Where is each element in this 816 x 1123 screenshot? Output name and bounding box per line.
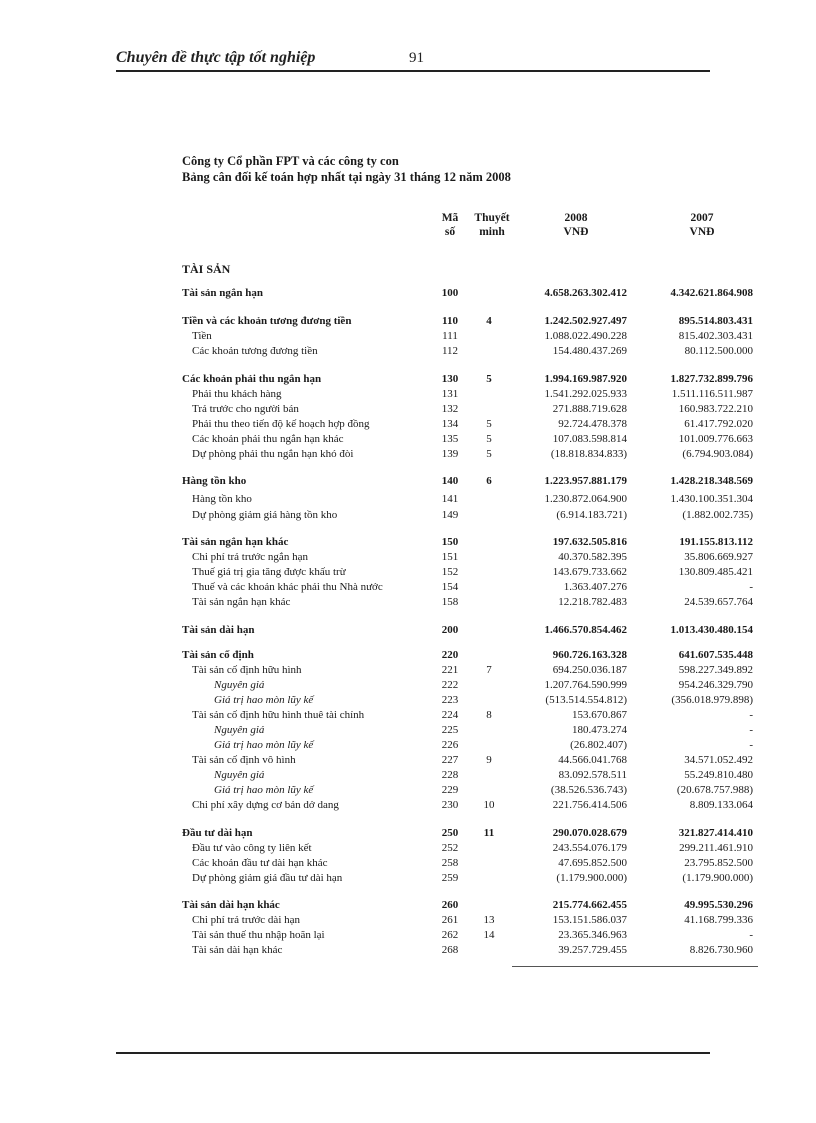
row-note: 8 (486, 709, 492, 721)
row-note: 10 (483, 799, 495, 811)
row-value-2008: 83.092.578.511 (558, 769, 627, 781)
column-header-code-line1: Mã (441, 212, 459, 224)
row-value-2007: - (749, 739, 753, 751)
row-label: Tiền và các khoản tương đương tiền (182, 315, 352, 327)
row-note: 11 (483, 827, 495, 839)
table-row (0, 841, 816, 855)
row-note: 5 (486, 433, 492, 445)
row-label: Dự phòng giảm giá hàng tồn kho (192, 509, 338, 521)
section-title-assets: TÀI SẢN (182, 262, 231, 276)
row-value-2008: 694.250.036.187 (552, 664, 627, 676)
row-value-2008: 143.679.733.662 (552, 566, 627, 578)
row-label: Tiền (192, 330, 212, 342)
table-row (0, 678, 816, 692)
row-code: 152 (441, 566, 459, 578)
row-value-2007: 1.428.218.348.569 (670, 475, 753, 487)
row-code: 134 (441, 418, 459, 430)
row-value-2008: (6.914.183.721) (556, 509, 627, 521)
row-code: 150 (441, 536, 459, 548)
row-label: Thuế và các khoản khác phải thu Nhà nước (192, 581, 383, 593)
header-divider (116, 70, 710, 72)
row-value-2007: 101.009.776.663 (678, 433, 753, 445)
row-value-2008: 1.207.764.590.999 (544, 679, 627, 691)
row-code: 111 (442, 330, 458, 342)
row-value-2008: 1.242.502.927.497 (544, 315, 627, 327)
table-row (0, 708, 816, 722)
row-label: Tài sản dài hạn khác (182, 899, 280, 911)
table-row (0, 723, 816, 737)
row-label: Dự phòng phải thu ngắn hạn khó đòi (192, 448, 354, 460)
row-value-2007: 23.795.852.500 (684, 857, 753, 869)
row-label: Dự phòng giảm giá đầu tư dài hạn (192, 872, 343, 884)
row-code: 154 (441, 581, 459, 593)
row-value-2007: 299.211.461.910 (679, 842, 753, 854)
table-row (0, 474, 816, 488)
row-value-2008: 290.070.028.679 (552, 827, 627, 839)
table-row (0, 595, 816, 609)
row-value-2007: (6.794.903.084) (682, 448, 753, 460)
row-value-2008: 1.466.570.854.462 (544, 624, 627, 636)
row-value-2008: 40.370.582.395 (558, 551, 627, 563)
row-value-2007: 61.417.792.020 (684, 418, 753, 430)
row-label: Tài sản thuế thu nhập hoãn lại (192, 929, 325, 941)
row-code: 250 (441, 827, 459, 839)
row-value-2008: (18.818.834.833) (550, 448, 627, 460)
table-row (0, 580, 816, 594)
row-label: Giá trị hao mòn lũy kế (214, 694, 314, 706)
row-note: 14 (483, 929, 495, 941)
row-value-2008: 47.695.852.500 (558, 857, 627, 869)
row-value-2007: 815.402.303.431 (678, 330, 753, 342)
row-label: Tài sản ngắn hạn khác (192, 596, 291, 608)
row-code: 158 (441, 596, 459, 608)
row-value-2008: 153.151.586.037 (552, 914, 627, 926)
row-value-2007: 954.246.329.790 (678, 679, 753, 691)
column-header-2007 (672, 211, 732, 239)
row-note: 5 (486, 418, 492, 430)
row-label: Hàng tồn kho (182, 475, 247, 487)
row-code: 252 (441, 842, 459, 854)
row-label: Các khoản phải thu ngắn hạn (182, 373, 322, 385)
column-header-note-line1: Thuyết (474, 212, 510, 224)
row-value-2007: 49.995.530.296 (684, 899, 753, 911)
row-label: Trả trước cho người bán (192, 403, 299, 415)
row-value-2007: (20.678.757.988) (676, 784, 753, 796)
row-code: 228 (441, 769, 459, 781)
row-value-2008: 107.083.598.814 (552, 433, 627, 445)
table-row (0, 565, 816, 579)
page-number: 91 (409, 50, 424, 66)
row-label: Các khoản phải thu ngắn hạn khác (192, 433, 344, 445)
row-value-2007: 80.112.500.000 (684, 345, 753, 357)
row-label: Hàng tồn kho (192, 493, 252, 505)
row-label: Chi phí trả trước dài hạn (192, 914, 301, 926)
table-row (0, 550, 816, 564)
row-code: 229 (441, 784, 459, 796)
table-row (0, 928, 816, 942)
row-label: Tài sản cố định vô hình (192, 754, 296, 766)
row-value-2007: 895.514.803.431 (678, 315, 753, 327)
row-label: Tài sản dài hạn khác (192, 944, 283, 956)
table-row (0, 648, 816, 662)
row-label: Tài sản ngắn hạn khác (182, 536, 289, 548)
row-value-2007: 8.809.133.064 (689, 799, 753, 811)
column-header-code-line2: số (444, 226, 456, 238)
row-value-2008: 153.670.867 (572, 709, 627, 721)
row-value-2008: 39.257.729.455 (558, 944, 627, 956)
row-value-2008: 4.658.263.302.412 (544, 287, 627, 299)
table-row (0, 372, 816, 386)
row-value-2008: 960.726.163.328 (552, 649, 627, 661)
row-code: 135 (441, 433, 459, 445)
table-row (0, 693, 816, 707)
row-value-2007: - (749, 724, 753, 736)
table-row (0, 329, 816, 343)
row-value-2008: 44.566.041.768 (558, 754, 627, 766)
column-header-2008-unit: VNĐ (563, 226, 589, 238)
row-code: 227 (441, 754, 459, 766)
row-value-2007: - (749, 581, 753, 593)
row-label: Phải thu khách hàng (192, 388, 282, 400)
row-code: 261 (441, 914, 459, 926)
row-value-2007: (1.179.900.000) (682, 872, 753, 884)
row-label: Giá trị hao mòn lũy kế (214, 784, 314, 796)
row-value-2008: 12.218.782.483 (558, 596, 627, 608)
row-code: 151 (441, 551, 459, 563)
table-row (0, 663, 816, 677)
table-row (0, 623, 816, 637)
row-value-2007: 598.227.349.892 (678, 664, 753, 676)
row-value-2008: 197.632.505.816 (552, 536, 627, 548)
row-value-2008: 221.756.414.506 (552, 799, 627, 811)
row-code: 131 (441, 388, 459, 400)
row-code: 112 (441, 345, 459, 357)
row-value-2007: 130.809.485.421 (678, 566, 753, 578)
row-value-2007: (1.882.002.735) (682, 509, 753, 521)
row-value-2007: 1.511.116.511.987 (671, 388, 753, 400)
row-code: 130 (441, 373, 459, 385)
row-value-2007: 34.571.052.492 (684, 754, 753, 766)
row-value-2008: (26.802.407) (570, 739, 627, 751)
row-label: Tài sản ngắn hạn (182, 287, 264, 299)
row-label: Đầu tư dài hạn (182, 827, 253, 839)
row-value-2007: 35.806.669.927 (684, 551, 753, 563)
row-code: 200 (441, 624, 459, 636)
row-code: 100 (441, 287, 459, 299)
row-value-2007: 1.827.732.899.796 (670, 373, 753, 385)
row-code: 226 (441, 739, 459, 751)
row-value-2007: 41.168.799.336 (684, 914, 753, 926)
row-value-2008: (1.179.900.000) (556, 872, 627, 884)
row-value-2007: 1.013.430.480.154 (670, 624, 753, 636)
row-value-2007: 24.539.657.764 (684, 596, 753, 608)
row-code: 222 (441, 679, 459, 691)
row-note: 13 (483, 914, 495, 926)
row-label: Nguyên giá (214, 769, 265, 781)
report-title: Bảng cân đối kế toán hợp nhất tại ngày 31 tháng 12 năm 2008 (182, 170, 511, 184)
table-row (0, 913, 816, 927)
row-value-2008: 1.230.872.064.900 (544, 493, 627, 505)
row-label: Tài sản dài hạn (182, 624, 255, 636)
row-value-2007: 1.430.100.351.304 (670, 493, 753, 505)
row-label: Tài sản cố định (182, 649, 254, 661)
row-code: 132 (441, 403, 459, 415)
row-code: 225 (441, 724, 459, 736)
table-row (0, 508, 816, 522)
row-note: 6 (486, 475, 492, 487)
table-row (0, 447, 816, 461)
row-note: 5 (486, 448, 492, 460)
row-code: 224 (441, 709, 459, 721)
row-code: 259 (441, 872, 459, 884)
row-code: 149 (441, 509, 459, 521)
row-value-2007: 321.827.414.410 (678, 827, 753, 839)
row-value-2008: 92.724.478.378 (558, 418, 627, 430)
row-label: Chi phí xây dựng cơ bản dở dang (192, 799, 339, 811)
table-row (0, 402, 816, 416)
row-label: Các khoản đầu tư dài hạn khác (192, 857, 328, 869)
table-row (0, 432, 816, 446)
row-value-2008: 1.088.022.490.228 (544, 330, 627, 342)
column-header-2008-year: 2008 (564, 212, 588, 224)
table-row (0, 738, 816, 752)
row-code: 110 (442, 315, 458, 327)
table-row (0, 753, 816, 767)
row-label: Giá trị hao mòn lũy kế (214, 739, 314, 751)
column-header-2007-unit: VNĐ (689, 226, 715, 238)
row-code: 258 (441, 857, 459, 869)
row-label: Thuế giá trị gia tăng được khấu trừ (192, 566, 346, 578)
row-label: Phải thu theo tiến độ kế hoạch hợp đồng (192, 418, 370, 430)
table-row (0, 387, 816, 401)
row-value-2008: 215.774.662.455 (552, 899, 627, 911)
footer-divider (116, 1052, 710, 1054)
table-row (0, 286, 816, 300)
column-header-2007-year: 2007 (690, 212, 714, 224)
row-note: 9 (486, 754, 492, 766)
row-value-2007: - (749, 929, 753, 941)
row-value-2008: 1.541.292.025.933 (544, 388, 627, 400)
row-note: 5 (486, 373, 492, 385)
row-code: 230 (441, 799, 459, 811)
column-header-code (432, 211, 468, 239)
row-note: 7 (486, 664, 492, 676)
row-code: 140 (441, 475, 459, 487)
row-value-2008: 1.363.407.276 (563, 581, 627, 593)
table-row (0, 783, 816, 797)
table-row (0, 492, 816, 506)
row-value-2007: 4.342.621.864.908 (670, 287, 753, 299)
document-header-title: Chuyên đề thực tập tốt nghiệp (116, 49, 316, 66)
row-value-2007: 8.826.730.960 (689, 944, 753, 956)
row-label: Nguyên giá (214, 724, 265, 736)
row-code: 223 (441, 694, 459, 706)
row-code: 139 (441, 448, 459, 460)
row-value-2008: (38.526.536.743) (550, 784, 627, 796)
row-code: 141 (441, 493, 459, 505)
row-label: Các khoản tương đương tiền (192, 345, 318, 357)
row-code: 220 (441, 649, 459, 661)
row-code: 260 (441, 899, 459, 911)
table-row (0, 943, 816, 957)
row-value-2007: 55.249.810.480 (684, 769, 753, 781)
row-value-2007: 191.155.813.112 (679, 536, 753, 548)
table-row (0, 768, 816, 782)
row-value-2008: 243.554.076.179 (552, 842, 627, 854)
row-note: 4 (486, 315, 492, 327)
table-row (0, 826, 816, 840)
row-value-2007: (356.018.979.898) (671, 694, 753, 706)
row-code: 221 (441, 664, 459, 676)
table-row (0, 798, 816, 812)
row-value-2008: 180.473.274 (572, 724, 627, 736)
column-header-2008 (546, 211, 606, 239)
row-value-2008: 23.365.346.963 (558, 929, 627, 941)
row-code: 268 (441, 944, 459, 956)
column-header-note-line2: minh (479, 226, 505, 238)
row-value-2008: 271.888.719.628 (552, 403, 627, 415)
row-value-2008: (513.514.554.812) (545, 694, 627, 706)
row-label: Đầu tư vào công ty liên kết (192, 842, 312, 854)
row-value-2007: - (749, 709, 753, 721)
table-row (0, 535, 816, 549)
column-header-note (466, 211, 518, 239)
table-row (0, 417, 816, 431)
table-row (0, 344, 816, 358)
row-value-2008: 154.480.437.269 (552, 345, 627, 357)
row-value-2008: 1.994.169.987.920 (544, 373, 627, 385)
row-value-2008: 1.223.957.881.179 (544, 475, 627, 487)
table-end-divider (512, 966, 758, 967)
company-name: Công ty Cổ phần FPT và các công ty con (182, 154, 399, 168)
row-label: Nguyên giá (214, 679, 265, 691)
table-row (0, 314, 816, 328)
company-block (182, 153, 511, 185)
table-row (0, 871, 816, 885)
table-row (0, 898, 816, 912)
row-label: Chi phí trả trước ngắn hạn (192, 551, 308, 563)
row-label: Tài sản cố định hữu hình (192, 664, 302, 676)
table-row (0, 856, 816, 870)
row-value-2007: 641.607.535.448 (678, 649, 753, 661)
row-label: Tài sản cố định hữu hình thuê tài chính (192, 709, 365, 721)
row-code: 262 (441, 929, 459, 941)
row-value-2007: 160.983.722.210 (678, 403, 753, 415)
